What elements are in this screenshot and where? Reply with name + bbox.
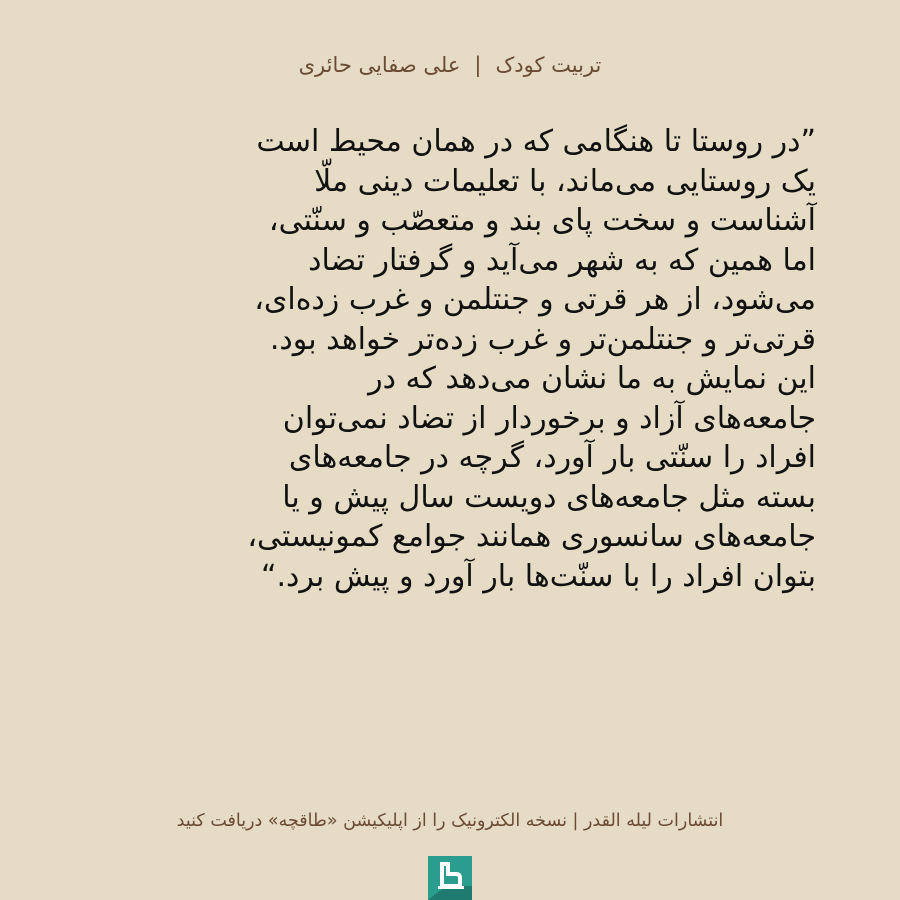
quote-line: می‌شود، از هر قرتی و جنتلمن و غرب زده‌ای، (254, 282, 816, 317)
publisher-footer: انتشارات لیله القدر | نسخه الکترونیک را از اپلیکیشن «طاقچه» دریافت کنید (176, 811, 724, 831)
logo-base-line (438, 886, 464, 889)
book-header (0, 48, 900, 82)
book-title: تربیت کودک (495, 53, 602, 77)
book-author: علی صفایی حائری (298, 53, 461, 77)
quote-line: آشناست و سخت پای بند و متعصّب و سنّتی، (268, 203, 816, 238)
taaghche-logo-icon (428, 856, 472, 900)
quote-line: قرتی‌تر و جنتلمن‌تر و غرب زده‌تر خواهد بود. (269, 321, 816, 357)
quote-line: بتوان افراد را با سنّت‌ها بار آورد و پیش برد.“ (260, 558, 816, 594)
quote-line: این نمایش به ما نشان می‌دهد که در (368, 361, 816, 396)
quote-line: یک روستایی می‌ماند، با تعلیمات دینی ملّا (314, 163, 816, 199)
quote-line: افراد را سنّتی بار آورد، گرچه در جامعه‌های (288, 440, 816, 475)
quote-line: جامعه‌های آزاد و برخوردار از تضاد نمی‌توان (282, 400, 816, 436)
header-separator: | (474, 53, 482, 77)
quote-line: اما همین که به شهر می‌آید و گرفتار تضاد (308, 242, 816, 278)
quote-line: جامعه‌های سانسوری همانند جوامع کمونیستی، (247, 519, 816, 554)
quote-line: بسته مثل جامعه‌های دویست سال پیش و یا (282, 479, 816, 515)
quote-line: ”در روستا تا هنگامی که در همان محیط است (256, 124, 816, 159)
quote-text (76, 122, 816, 596)
